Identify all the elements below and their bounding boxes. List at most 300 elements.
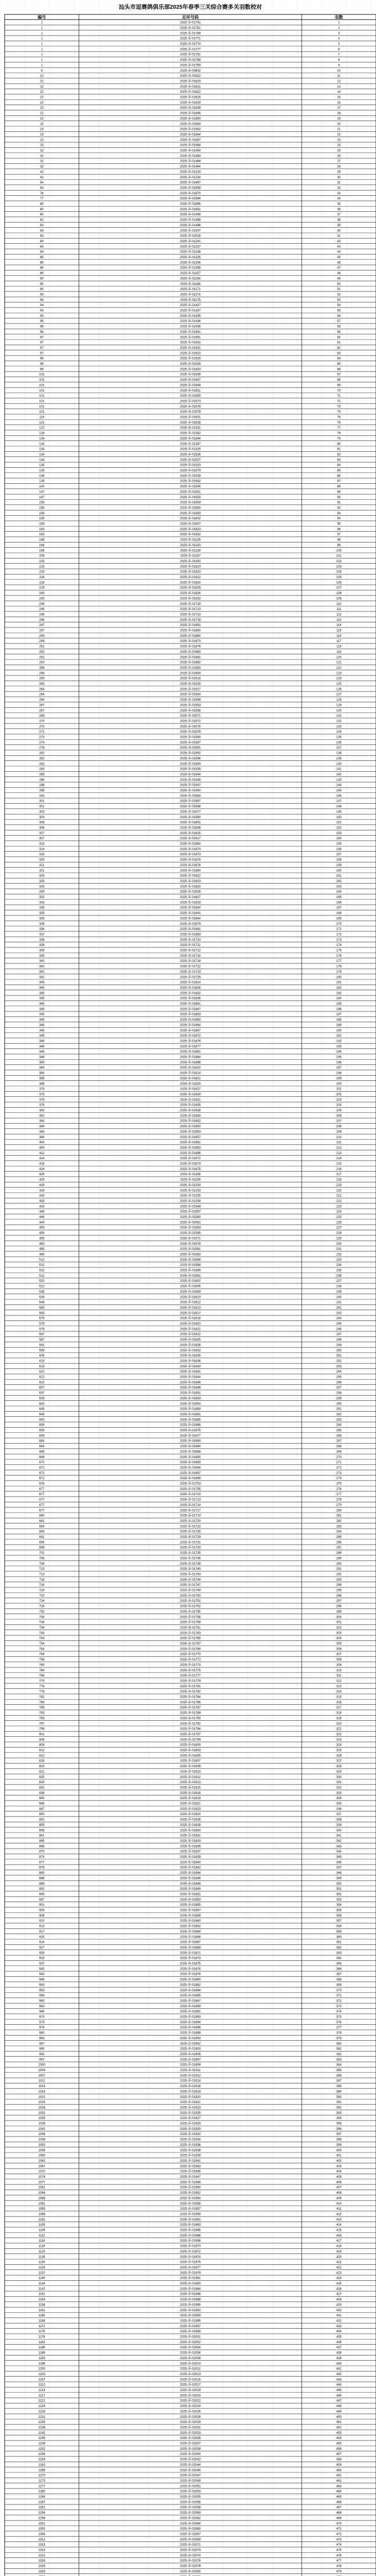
cell-id: 836: [39, 1791, 45, 1795]
cell-id: 1319: [38, 2549, 45, 2552]
cell-id: 1: [41, 53, 43, 57]
cell-ring: 2025-春-01894: [179, 2021, 201, 2024]
cell-ring: 2025-春-01712: [179, 949, 201, 953]
cell-count: 354: [336, 1904, 342, 1907]
cell-count: 319: [336, 1717, 342, 1720]
cell-ring: 2025-春-02062: [179, 2517, 201, 2520]
cell-count: 368: [336, 1978, 342, 1982]
cell-count: 395: [336, 2122, 342, 2126]
cell-id: 337: [39, 933, 45, 937]
cell-count: 458: [336, 2458, 342, 2462]
cell-ring: 2025-春-01813: [179, 1781, 201, 1785]
cell-id: 96: [40, 330, 44, 334]
cell-ring: 2025-春-01527: [179, 459, 201, 462]
cell-count: 156: [336, 848, 342, 851]
cell-id: 345: [39, 997, 45, 1001]
cell-count: 294: [336, 1584, 342, 1587]
cell-count: 110: [336, 602, 341, 606]
cell-id: 307: [39, 837, 45, 841]
cell-count: 438: [336, 2351, 342, 2355]
cell-id: 606: [39, 1354, 45, 1358]
cell-id: 1210: [38, 2383, 45, 2387]
cell-count: 228: [336, 1232, 342, 1235]
cell-ring: 2025-春-01587: [179, 741, 201, 744]
cell-count: 282: [336, 1519, 342, 1523]
cell-id: 80: [40, 202, 44, 206]
cell-count: 424: [336, 2277, 342, 2280]
cell-ring: 2025-春-01548: [179, 699, 201, 702]
cell-ring: 2025-春-01539: [179, 474, 201, 478]
cell-count: 460: [336, 2469, 342, 2472]
cell-count: 387: [336, 2079, 342, 2083]
cell-id: 1308: [38, 2533, 45, 2536]
cell-count: 219: [336, 1183, 342, 1187]
cell-count: 24: [337, 144, 341, 147]
cell-id: 1312: [38, 2538, 45, 2541]
cell-count: 133: [336, 725, 342, 728]
cell-count: 377: [336, 2026, 342, 2030]
cell-ring: 2025-春-01666: [179, 1151, 201, 1155]
cell-count: 300: [336, 1616, 342, 1619]
cell-id: 681: [39, 1519, 45, 1523]
cell-count: 415: [336, 2229, 342, 2232]
cell-id: 973: [39, 2021, 45, 2024]
cell-ring: 2025-春-01876: [179, 1968, 201, 1971]
cell-count: 428: [336, 2298, 342, 2302]
cell-id: 307: [39, 832, 45, 835]
cell-id: 80: [40, 208, 44, 211]
cell-ring: 2025-春-01690: [179, 1455, 201, 1459]
cell-id: 1287: [38, 2501, 45, 2504]
cell-count: 367: [336, 1973, 342, 1976]
cell-ring: 2025-春-01710: [179, 938, 201, 942]
cell-ring: 2025-春-01560: [179, 506, 201, 510]
cell-id: 22: [40, 117, 44, 121]
cell-ring: 2025-春-01641: [179, 912, 201, 916]
cell-ring: 2025-春-01771: [179, 37, 201, 41]
cell-ring: 2025-春-01810: [179, 1770, 201, 1774]
cell-ring: 2025-春-01336: [179, 261, 201, 265]
cell-id: 22: [40, 75, 44, 78]
cell-id: 1137: [38, 2272, 45, 2275]
cell-ring: 2025-春-01639: [179, 1109, 201, 1112]
cell-count: 84: [337, 464, 341, 467]
cell-id: 1298: [38, 2517, 45, 2520]
cell-count: 238: [336, 1285, 342, 1289]
cell-id: 1102: [38, 2218, 45, 2222]
cell-id: 335: [39, 912, 45, 916]
cell-id: 643: [39, 1402, 45, 1406]
cell-id: 886: [39, 1877, 45, 1880]
cell-id: 267: [39, 704, 45, 707]
cell-id: 252: [39, 656, 45, 659]
cell-count: 231: [336, 1248, 342, 1251]
cell-count: 264: [336, 1423, 342, 1427]
cell-id: 449: [39, 1221, 45, 1225]
cell-count: 417: [336, 2240, 342, 2243]
cell-ring: 2025-春-01694: [179, 1466, 201, 1470]
cell-ring: 2025-春-02058: [179, 2506, 201, 2510]
cell-id: 134: [39, 459, 45, 462]
cell-ring: 2025-春-01837: [179, 1850, 201, 1854]
cell-ring: 2025-春-01551: [179, 490, 201, 494]
cell-id: 536: [39, 1290, 45, 1294]
cell-id: 579: [39, 1323, 45, 1326]
cell-count: 224: [336, 1210, 342, 1214]
cell-count: 389: [336, 2090, 342, 2094]
cell-count: 246: [336, 1328, 342, 1331]
cell-id: 246: [39, 618, 45, 622]
cell-ring: 2025-春-01844: [179, 1872, 201, 1875]
cell-id: 246: [39, 602, 45, 606]
cell-count: 259: [336, 1397, 342, 1400]
cell-count: 196: [336, 1061, 342, 1064]
cell-ring: 2025-春-01565: [179, 1232, 201, 1235]
cell-count: 218: [336, 1178, 342, 1182]
cell-ring: 2025-春-01149: [180, 549, 201, 553]
cell-id: 587: [39, 1333, 45, 1336]
cell-id: 22: [40, 85, 44, 89]
cell-ring: 2025-春-01814: [179, 981, 201, 985]
cell-count: 414: [336, 2224, 342, 2227]
cell-count: 366: [336, 1968, 342, 1971]
cell-count: 163: [336, 885, 342, 889]
cell-ring: 2025-春-01903: [179, 2047, 201, 2051]
cell-ring: 2025-春-01720: [179, 1519, 201, 1523]
cell-ring: 2025-春-01830: [179, 1829, 201, 1833]
cell-count: 39: [337, 224, 341, 227]
cell-count: 157: [336, 853, 342, 857]
cell-ring: 2025-春-01331: [179, 427, 201, 430]
cell-count: 402: [336, 2159, 342, 2163]
cell-ring: 2025-春-01553: [179, 704, 201, 707]
cell-ring: 2025-春-01744: [179, 1578, 201, 1582]
cell-count: 229: [336, 1237, 342, 1241]
cell-ring: 2025-春-01979: [179, 2272, 201, 2275]
cell-id: 42: [40, 171, 44, 174]
cell-id: 1144: [38, 2282, 45, 2285]
cell-count: 351: [336, 1888, 342, 1891]
cell-count: 405: [336, 2176, 342, 2179]
cell-ring: 2025-春-01622: [179, 91, 201, 94]
cell-id: 22: [40, 96, 44, 99]
cell-count: 136: [336, 741, 342, 744]
cell-ring: 2025-春-01991: [179, 336, 201, 340]
cell-id: 990: [39, 2047, 45, 2051]
cell-count: 398: [336, 2138, 342, 2142]
cell-ring: 2025-春-01790: [179, 1717, 201, 1720]
cell-id: 243: [39, 597, 45, 601]
cell-ring: 2025-春-01617: [179, 837, 201, 841]
cell-ring: 2025-春-01199: [180, 1178, 201, 1182]
cell-count: 435: [336, 2335, 342, 2339]
cell-id: 375: [39, 1104, 45, 1107]
cell-ring: 2025-春-01498: [179, 213, 201, 217]
cell-count: 397: [336, 2133, 342, 2137]
cell-count: 407: [336, 2186, 342, 2190]
cell-count: 172: [336, 933, 342, 937]
cell-id: 966: [39, 2010, 45, 2014]
cell-count: 348: [336, 1872, 342, 1875]
cell-ring: 2025-春-01516: [179, 683, 201, 686]
cell-id: 93: [40, 293, 44, 297]
cell-count: 252: [336, 1360, 342, 1363]
cell-ring: 2025-春-01988: [179, 2298, 201, 2302]
cell-id: 336: [39, 928, 45, 931]
cell-count: 212: [336, 1146, 342, 1150]
cell-count: 279: [336, 1503, 342, 1507]
cell-id: 260: [39, 677, 45, 681]
cell-count: 60: [337, 336, 341, 340]
cell-count: 465: [336, 2496, 342, 2499]
cell-id: 1259: [38, 2458, 45, 2462]
cell-id: 267: [39, 709, 45, 713]
cell-ring: 2025-春-01464: [179, 165, 201, 169]
cell-ring: 2025-春-01694: [179, 197, 201, 201]
cell-id: 858: [39, 1829, 45, 1833]
cell-count: 443: [336, 2378, 342, 2382]
cell-ring: 2025-春-01621: [179, 1328, 201, 1331]
cell-count: 322: [336, 1733, 342, 1736]
cell-id: 1021: [38, 2095, 45, 2099]
cell-count: 386: [336, 2074, 342, 2078]
cell-id: 1193: [38, 2357, 45, 2360]
cell-count: 326: [336, 1754, 342, 1758]
cell-id: 917: [39, 1930, 45, 1934]
cell-id: 306: [39, 821, 45, 825]
cell-count: 295: [336, 1589, 342, 1592]
cell-id: 1046: [38, 2133, 45, 2137]
cell-count: 450: [336, 2415, 342, 2419]
cell-id: 147: [39, 490, 45, 494]
cell-count: 19: [337, 117, 341, 121]
cell-count: 186: [336, 1008, 342, 1011]
cell-count: 250: [336, 1349, 342, 1352]
cell-ring: 2025-春-01770: [179, 1653, 201, 1656]
cell-id: 1277: [38, 2485, 45, 2488]
cell-count: 184: [336, 997, 342, 1001]
cell-ring: 2025-春-01543: [179, 693, 201, 697]
cell-id: 1284: [38, 2496, 45, 2499]
cell-ring: 2025-春-01877: [179, 1045, 201, 1048]
cell-ring: 2025-春-01751: [179, 26, 201, 30]
cell-ring: 2025-春-01993: [179, 2314, 201, 2318]
cell-ring: 2025-春-01909: [179, 2063, 201, 2067]
cell-ring: 2025-春-01705: [179, 1487, 201, 1491]
cell-id: 901: [39, 1904, 45, 1907]
cell-id: 84: [40, 245, 44, 249]
cell-count: 230: [336, 1242, 342, 1246]
cell-count: 403: [336, 2165, 342, 2168]
cell-count: 345: [336, 1856, 342, 1859]
cell-count: 127: [336, 693, 342, 697]
cell-count: 119: [336, 650, 341, 654]
cell-ring: 2025-春-01873: [179, 1957, 201, 1960]
cell-count: 349: [336, 1877, 342, 1880]
cell-id: 910: [39, 1920, 45, 1923]
cell-ring: 2025-春-01842: [179, 1866, 201, 1870]
cell-ring: 2025-春-01247: [179, 245, 201, 249]
cell-count: 194: [336, 1050, 342, 1054]
cell-count: 134: [336, 731, 342, 734]
cell-id: 706: [39, 1557, 45, 1561]
cell-ring: 2025-春-01932: [179, 2133, 201, 2137]
cell-count: 448: [336, 2405, 342, 2409]
cell-id: 303: [39, 816, 45, 819]
cell-id: 97: [40, 346, 44, 350]
cell-count: 165: [336, 896, 342, 899]
cell-count: 217: [336, 1173, 342, 1177]
cell-id: 1189: [38, 2351, 45, 2355]
cell-ring: 2025-春-02038: [179, 2447, 201, 2451]
column-header: 羽数: [335, 14, 343, 20]
cell-id: 579: [39, 1328, 45, 1331]
cell-ring: 2025-春-01241: [179, 240, 201, 243]
cell-count: 144: [336, 784, 342, 787]
cell-ring: 2025-春-01867: [179, 1029, 201, 1032]
cell-count: 27: [337, 160, 341, 163]
cell-id: 283: [39, 768, 45, 771]
cell-count: 180: [336, 976, 342, 979]
cell-count: 234: [336, 1264, 342, 1267]
cell-id: 1049: [38, 2138, 45, 2142]
cell-ring: 2025-春-01922: [179, 352, 201, 355]
cell-count: 213: [336, 1151, 342, 1155]
cell-ring: 2025-春-01562: [179, 128, 201, 131]
cell-ring: 2025-春-01559: [179, 501, 201, 505]
cell-count: 444: [336, 2383, 342, 2387]
cell-ring: 2025-春-02008: [179, 2357, 201, 2360]
cell-ring: 2025-春-01881: [179, 1050, 201, 1054]
cell-count: 451: [336, 2421, 342, 2425]
cell-ring: 2025-春-01714: [179, 613, 201, 617]
cell-ring: 2025-春-01826: [179, 1818, 201, 1822]
cell-ring: 2025-春-01740: [179, 1568, 201, 1571]
cell-id: 264: [39, 699, 45, 702]
cell-id: 101: [39, 411, 45, 414]
cell-count: 240: [336, 1296, 342, 1299]
cell-count: 365: [336, 1962, 342, 1965]
cell-ring: 2025-春-01886: [179, 1061, 201, 1064]
cell-ring: 2025-春-02022: [179, 2399, 201, 2403]
cell-ring: 2025-春-01876: [179, 645, 201, 649]
cell-ring: 2025-春-01653: [179, 1397, 201, 1400]
cell-count: 327: [336, 1759, 342, 1763]
cell-ring: 2025-春-01157: [180, 554, 201, 558]
cell-ring: 2025-春-01576: [179, 405, 201, 409]
cell-count: 274: [336, 1477, 342, 1481]
cell-ring: 2025-春-01526: [179, 453, 201, 456]
cell-ring: 2025-春-02042: [179, 2458, 201, 2462]
cell-id: 770: [39, 1680, 45, 1683]
cell-count: 96: [337, 528, 341, 531]
cell-id: 808: [39, 1738, 45, 1742]
cell-id: 1056: [38, 2149, 45, 2153]
cell-id: 734: [39, 1626, 45, 1630]
cell-count: 232: [336, 1253, 342, 1257]
cell-ring: 2025-春-01781: [179, 53, 201, 57]
cell-count: 479: [336, 2570, 342, 2573]
cell-ring: 2025-春-01824: [179, 1813, 201, 1817]
cell-id: 86: [40, 261, 44, 265]
cell-count: 146: [336, 794, 342, 798]
cell-count: 442: [336, 2372, 342, 2376]
cell-ring: 2025-春-01602: [179, 1280, 201, 1283]
cell-count: 150: [336, 816, 342, 819]
cell-ring: 2025-春-01625: [179, 96, 201, 99]
cell-count: 220: [336, 1189, 342, 1193]
cell-id: 321: [39, 869, 45, 873]
cell-id: 139: [39, 480, 45, 483]
cell-count: 44: [337, 250, 341, 254]
cell-count: 328: [336, 1765, 342, 1769]
cell-id: 956: [39, 1994, 45, 1998]
cell-ring: 2025-春-01675: [179, 1167, 201, 1171]
cell-ring: 2025-春-01729: [179, 1536, 201, 1539]
cell-count: 5: [338, 43, 340, 46]
cell-count: 237: [336, 1280, 342, 1283]
cell-count: 173: [336, 938, 342, 942]
cell-ring: 2025-春-01947: [179, 2176, 201, 2179]
cell-id: 953: [39, 1989, 45, 1992]
cell-ring: 2025-春-01873: [179, 853, 201, 857]
cell-id: 1315: [38, 2544, 45, 2547]
cell-id: 1182: [38, 2341, 45, 2344]
cell-count: 131: [336, 715, 342, 718]
cell-id: 645: [39, 1408, 45, 1411]
cell-count: 455: [336, 2442, 342, 2446]
cell-id: 314: [39, 848, 45, 851]
cell-count: 249: [336, 1344, 342, 1347]
cell-ring: 2025-春-01874: [179, 858, 201, 862]
cell-count: 309: [336, 1664, 342, 1667]
cell-id: 879: [39, 1866, 45, 1870]
cell-id: 23: [40, 133, 44, 137]
cell-id: 1130: [38, 2261, 45, 2264]
cell-id: 342: [39, 976, 45, 979]
cell-ring: 2025-春-01756: [179, 1616, 201, 1619]
cell-count: 456: [336, 2447, 342, 2451]
cell-id: 345: [39, 986, 45, 990]
cell-id: 122: [39, 421, 45, 425]
cell-ring: 2025-春-02044: [179, 2463, 201, 2467]
cell-count: 143: [336, 778, 342, 782]
cell-ring: 2025-春-01568: [179, 144, 201, 147]
cell-id: 672: [39, 1477, 45, 1481]
cell-count: 145: [336, 789, 342, 792]
cell-count: 115: [336, 629, 341, 633]
cell-id: 346: [39, 1050, 45, 1054]
cell-ring: 2025-春-01847: [179, 379, 201, 382]
cell-ring: 2025-春-02020: [179, 2394, 201, 2398]
cell-id: 744: [39, 1632, 45, 1635]
cell-count: 45: [337, 256, 341, 259]
cell-ring: 2025-春-01747: [179, 1584, 201, 1587]
cell-count: 55: [337, 309, 341, 313]
cell-count: 337: [336, 1813, 342, 1817]
column-header: 足环号码: [182, 14, 199, 20]
cell-count: 53: [337, 298, 341, 302]
cell-count: 227: [336, 1226, 342, 1230]
cell-count: 80: [337, 443, 341, 446]
cell-id: 720: [39, 1594, 45, 1598]
cell-count: 332: [336, 1786, 342, 1790]
cell-count: 452: [336, 2426, 342, 2430]
cell-id: 1077: [38, 2181, 45, 2184]
cell-ring: 2025-春-01767: [179, 1642, 201, 1646]
cell-ring: 2025-春-01625: [179, 1338, 201, 1342]
cell-ring: 2025-春-01864: [179, 842, 201, 846]
